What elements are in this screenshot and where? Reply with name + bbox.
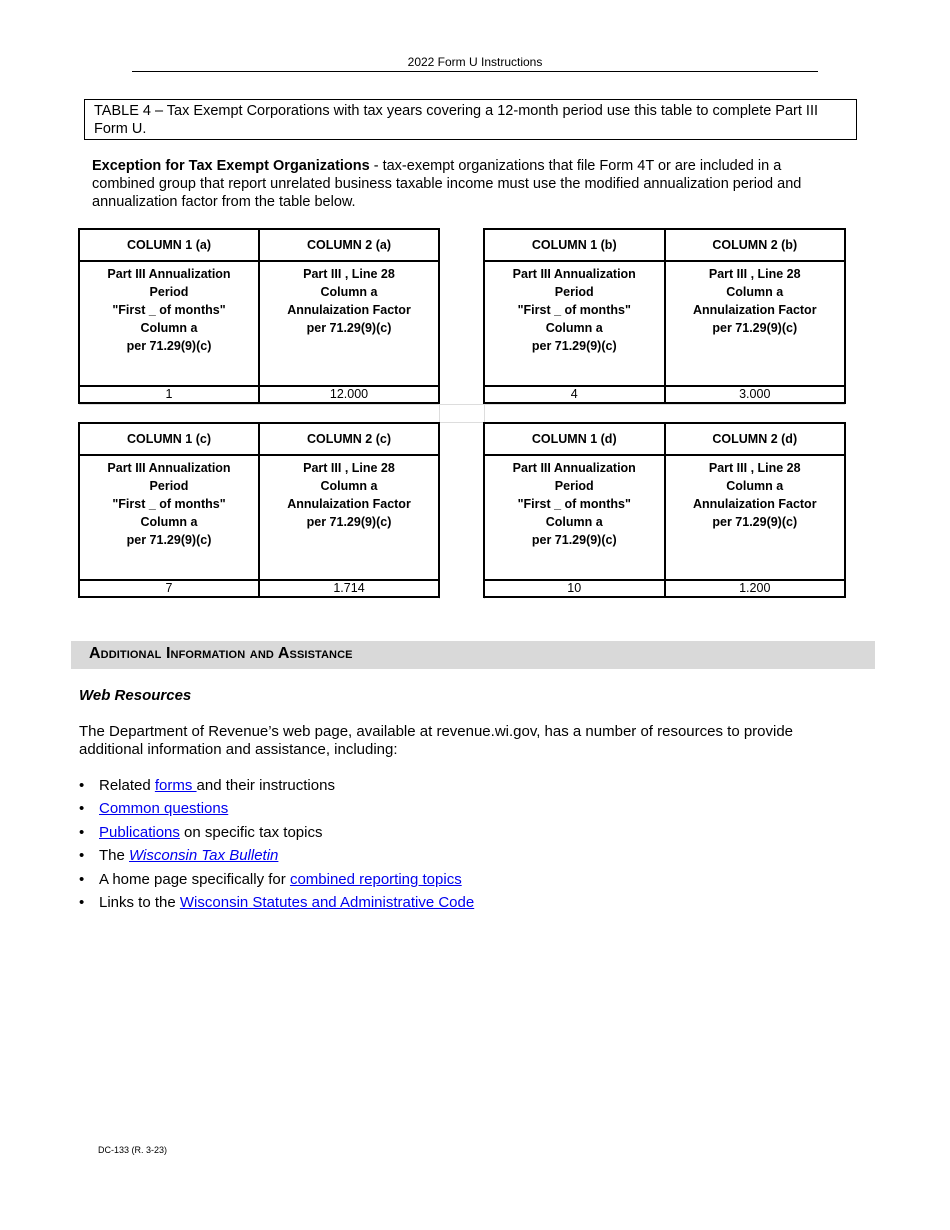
desc-line: per 71.29(9)(c) <box>126 339 212 353</box>
column-header: COLUMN 2 (d) <box>665 423 846 455</box>
factor-value: 1.200 <box>665 580 846 597</box>
bullet-icon: • <box>79 823 85 841</box>
desc-line: Period <box>554 479 594 493</box>
table-gap-row <box>79 404 845 423</box>
desc-line: Part III , Line 28 <box>303 267 395 281</box>
factor-value: 3.000 <box>665 386 846 403</box>
exception-text: - tax-exempt organizations that file Form 4T or are included in a combined group that report unrelated business taxable income must use the modified annualization period and annualization factor from the table below. <box>92 158 802 210</box>
desc-line: Part III Annualization <box>512 461 636 475</box>
desc-line: Period <box>554 285 594 299</box>
desc-line: per 71.29(9)(c) <box>306 321 392 335</box>
desc-line: Period <box>149 285 189 299</box>
column-description <box>79 261 259 386</box>
column-header: COLUMN 2 (a) <box>259 229 439 261</box>
list-item <box>79 824 474 847</box>
bullet-icon: • <box>79 800 85 818</box>
column-header: COLUMN 1 (a) <box>79 229 259 261</box>
desc-line: per 71.29(9)(c) <box>306 515 392 529</box>
list-item <box>79 847 474 870</box>
column-header: COLUMN 1 (c) <box>79 423 259 455</box>
bullet-icon: • <box>79 893 85 911</box>
tax-bulletin-link[interactable]: Wisconsin Tax Bulletin <box>129 847 279 865</box>
item-text: and their instructions <box>196 777 335 794</box>
section-header-bar <box>71 641 875 669</box>
desc-line: Column a <box>545 321 603 335</box>
period-value: 10 <box>484 580 665 597</box>
desc-line: Part III , Line 28 <box>708 267 801 281</box>
common-questions-link[interactable]: Common questions <box>99 800 229 818</box>
desc-line: Column a <box>726 285 784 299</box>
desc-line: Column a <box>140 515 198 529</box>
form-code: DC-133 (R. 3-23) <box>98 1145 168 1155</box>
desc-line: per 71.29(9)(c) <box>531 533 617 547</box>
desc-line: Part III Annualization <box>107 267 231 281</box>
column-header: COLUMN 1 (d) <box>484 423 665 455</box>
desc-line: "First _ of months" <box>517 497 631 511</box>
resource-list <box>79 777 474 917</box>
table4-note: TABLE 4 – Tax Exempt Corporations with tax years covering a 12-month period use this table to complete Part III Form U. <box>84 99 857 140</box>
annualization-table-c <box>78 422 440 598</box>
column-description <box>259 261 439 386</box>
combined-reporting-link[interactable]: combined reporting topics <box>289 870 462 888</box>
period-value: 1 <box>79 386 259 403</box>
column-header: COLUMN 2 (b) <box>665 229 846 261</box>
annualization-table-d <box>483 422 846 598</box>
factor-value: 1.714 <box>259 580 439 597</box>
desc-line: Annulaization Factor <box>692 303 817 317</box>
list-item <box>79 871 474 894</box>
exception-lead: Exception for Tax Exempt Organizations <box>92 158 370 174</box>
desc-line: Period <box>149 479 189 493</box>
desc-line: Column a <box>726 479 784 493</box>
page-header: 2022 Form U Instructions <box>132 55 818 72</box>
column-description <box>79 455 259 580</box>
publications-link[interactable]: Publications <box>99 823 180 841</box>
desc-line: per 71.29(9)(c) <box>712 515 798 529</box>
web-resources-heading: Web Resources <box>79 687 192 704</box>
column-description <box>259 455 439 580</box>
desc-line: per 71.29(9)(c) <box>126 533 212 547</box>
desc-line: Column a <box>545 515 603 529</box>
exception-paragraph <box>92 157 822 211</box>
column-description <box>484 455 665 580</box>
item-text: on specific tax topics <box>179 823 323 841</box>
factor-value: 12.000 <box>259 386 439 403</box>
statutes-link[interactable]: Wisconsin Statutes and Administrative Code <box>179 893 475 911</box>
list-item <box>79 894 474 917</box>
item-text: Links to the <box>99 893 180 911</box>
web-resources-intro: The Department of Revenue’s web page, available at revenue.wi.gov, has a number of resources to provide additional information and assistance, including: <box>79 723 794 758</box>
bullet-icon: • <box>79 847 85 865</box>
desc-line: Column a <box>140 321 198 335</box>
column-description <box>665 261 846 386</box>
column-header: COLUMN 2 (c) <box>259 423 439 455</box>
desc-line: per 71.29(9)(c) <box>712 321 798 335</box>
list-item <box>79 800 474 823</box>
desc-line: Part III , Line 28 <box>708 461 801 475</box>
desc-line: Column a <box>320 285 378 299</box>
desc-line: Column a <box>320 479 378 493</box>
desc-line: Part III Annualization <box>107 461 231 475</box>
column-header: COLUMN 1 (b) <box>484 229 665 261</box>
list-item <box>79 777 474 800</box>
item-text: A home page specifically for <box>99 870 290 888</box>
bullet-icon: • <box>79 777 85 794</box>
section-title: Additional Information and Assistance <box>89 645 353 662</box>
desc-line: per 71.29(9)(c) <box>531 339 617 353</box>
forms-link[interactable]: forms <box>154 777 197 794</box>
desc-line: Part III Annualization <box>512 267 636 281</box>
period-value: 7 <box>79 580 259 597</box>
period-value: 4 <box>484 386 665 403</box>
annualization-table-a <box>78 228 440 404</box>
desc-line: "First _ of months" <box>112 497 226 511</box>
desc-line: Annulaization Factor <box>287 497 411 511</box>
desc-line: "First _ of months" <box>517 303 631 317</box>
column-description <box>484 261 665 386</box>
item-text: The <box>99 847 130 865</box>
desc-line: Annulaization Factor <box>287 303 411 317</box>
annualization-table-b <box>483 228 846 404</box>
item-text: Related <box>99 777 155 794</box>
desc-line: Part III , Line 28 <box>303 461 395 475</box>
bullet-icon: • <box>79 870 85 888</box>
desc-line: "First _ of months" <box>112 303 226 317</box>
column-description <box>665 455 846 580</box>
desc-line: Annulaization Factor <box>692 497 817 511</box>
